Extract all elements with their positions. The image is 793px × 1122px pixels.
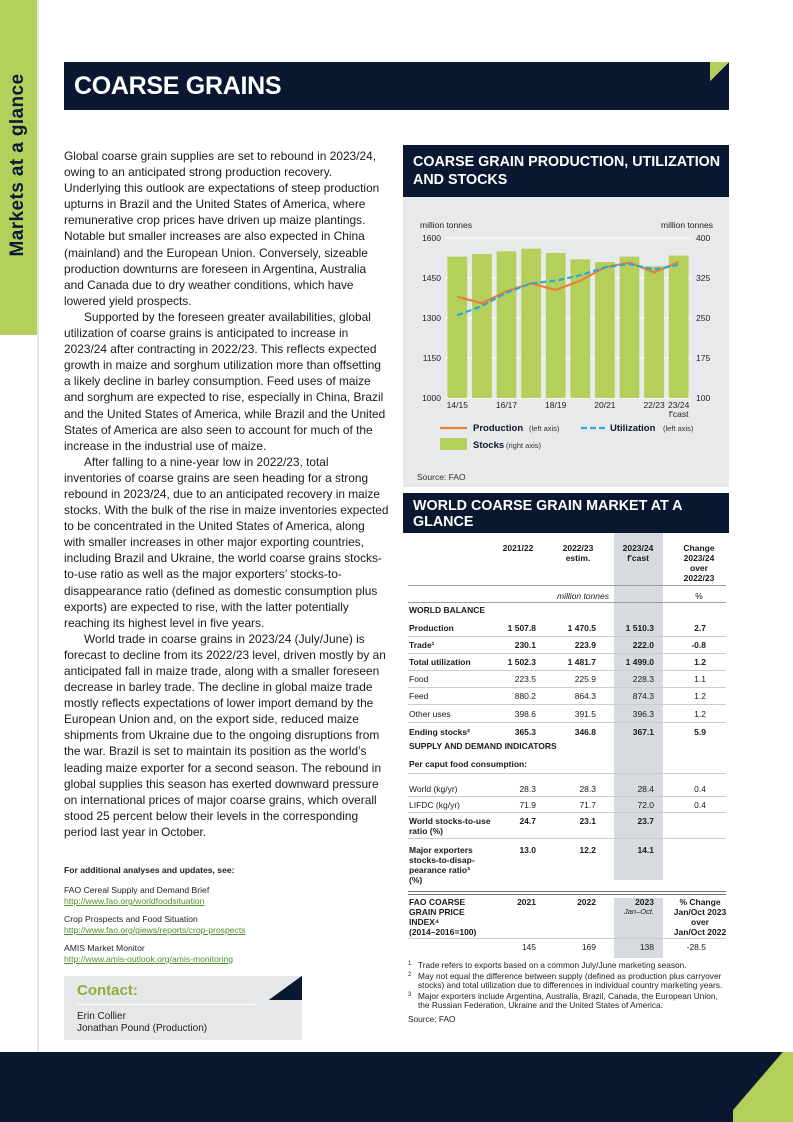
table-cell: 2.7 — [694, 623, 706, 633]
contact-name: Jonathan Pound (Production) — [77, 1023, 208, 1034]
left-tick-label: 1150 — [422, 353, 441, 363]
table-cell: 71.7 — [579, 800, 596, 810]
legend-stocks-swatch — [440, 438, 467, 450]
right-tick-label: 100 — [696, 393, 711, 403]
column-header: 2023/24 — [622, 543, 654, 553]
chart-panel — [403, 197, 729, 487]
table-cell: 223.5 — [514, 674, 536, 684]
column-header: 2021/22 — [502, 543, 534, 553]
legend-utilization-label: Utilization — [610, 423, 656, 434]
right-tick-label: 325 — [696, 273, 711, 283]
x-tick-label: 14/15 — [446, 400, 468, 410]
left-axis-label: million tonnes — [420, 220, 472, 230]
reference-link[interactable]: http://www.amis-outlook.org/amis-monitoring — [64, 954, 234, 964]
right-tick-label: 175 — [696, 353, 711, 363]
title-bar — [64, 62, 729, 110]
section-heading: Per caput food consumption: — [409, 759, 528, 769]
index-header: Jan/Oct 2023 — [673, 907, 727, 917]
row-label: stocks-to-disap- — [409, 855, 475, 865]
reference-label: AMIS Market Monitor — [64, 943, 145, 953]
row-label: pearance ratio³ — [409, 865, 470, 875]
paragraph: Supported by the foreseen greater availabilities, global utilization of coarse grains is anticipated to increase in 2023/24 after contracting in 2022/23. This reflects expected growth in maize and sorghum utilization more than offsetting a likely decline in barley consumption. Feed uses of maize and sorghum are expected to rise, especially in China, Brazil and the United States of America, while Brazil and the United States of America are also seen to account for much of the increase in the industrial use of maize. — [64, 309, 386, 453]
row-label: LIFDC (kg/yr) — [409, 800, 460, 810]
table-cell: 28.3 — [519, 784, 536, 794]
stocks-bar — [497, 251, 517, 398]
x-tick-label: 20/21 — [594, 400, 616, 410]
index-label: INDEX⁴ — [409, 917, 440, 927]
index-header: 2022 — [577, 897, 596, 907]
legend-stocks-note: (right axis) — [506, 441, 542, 450]
table-cell: 0.4 — [694, 800, 706, 810]
stocks-bar — [546, 253, 566, 398]
reference-link[interactable]: http://www.fao.org/worldfoodsituation — [64, 896, 205, 906]
stocks-bar — [620, 257, 640, 398]
table-cell: 71.9 — [519, 800, 536, 810]
index-value: 169 — [581, 942, 596, 952]
row-label: Total utilization — [409, 657, 471, 667]
side-strip — [37, 0, 39, 1052]
row-rule — [408, 687, 726, 688]
legend-production-label: Production — [473, 423, 524, 434]
stocks-bar — [595, 262, 615, 398]
row-rule — [408, 704, 726, 705]
table-cell: 391.5 — [574, 709, 596, 719]
reference-label: Crop Prospects and Food Situation — [64, 914, 198, 924]
footnote: 3 Major exporters include Argentina, Australia, Brazil, Canada, the European Union, the Russian Federation, Ukraine and the United States of America. — [408, 990, 718, 1011]
row-rule — [408, 670, 726, 671]
stocks-bar — [521, 249, 541, 398]
table-cell: 1 481.7 — [567, 657, 596, 667]
further-analyses — [64, 865, 384, 972]
row-label: World stocks-to-use — [409, 816, 491, 826]
units-label: million tonnes — [557, 591, 609, 601]
x-tick-label: 23/24 — [668, 400, 690, 410]
legend-production-note: (left axis) — [529, 424, 560, 433]
table-cell: 13.0 — [519, 845, 536, 855]
index-header: 2021 — [517, 897, 536, 907]
chart-source: Source: FAO — [417, 472, 466, 482]
row-label: World (kg/yr) — [409, 784, 458, 794]
x-tick-label: 16/17 — [495, 400, 518, 410]
section-label: Markets at a glance — [7, 73, 28, 257]
table-cell: 12.2 — [579, 845, 596, 855]
stocks-bar — [644, 266, 664, 398]
table-cell: 223.9 — [574, 640, 596, 650]
table-cell: 230.1 — [514, 640, 536, 650]
row-rule — [408, 812, 726, 813]
table-cell: 1.1 — [694, 674, 706, 684]
section-heading: SUPPLY AND DEMAND INDICATORS — [409, 741, 557, 751]
footer-accent — [733, 1052, 793, 1122]
footnote: 2 May not equal the difference between supply (defined as production plus carryover stocks) and total utilization due to differences in individual country marketing years. — [408, 970, 723, 991]
table-cell: 396.3 — [632, 709, 654, 719]
column-header: over — [690, 563, 708, 573]
index-label: GRAIN PRICE — [409, 907, 465, 917]
left-tick-label: 1300 — [422, 313, 441, 323]
table-cell: 398.6 — [514, 709, 536, 719]
contact-name: Erin Collier — [77, 1011, 126, 1022]
section-heading: WORLD BALANCE — [409, 605, 486, 615]
table-cell: 28.3 — [579, 784, 596, 794]
table-cell: 228.3 — [632, 674, 654, 684]
index-header: 2023 — [635, 897, 654, 907]
analyses-heading: For additional analyses and updates, see: — [64, 865, 235, 875]
units-rule — [408, 602, 726, 603]
reference — [64, 885, 384, 907]
column-header: Change — [683, 543, 715, 553]
x-tick-label: 18/19 — [545, 400, 567, 410]
table-cell: 222.0 — [632, 640, 654, 650]
units-label: % — [695, 591, 703, 601]
legend-utilization-note: (left axis) — [663, 424, 694, 433]
table-cell: 5.9 — [694, 727, 706, 737]
table-cell: 874.3 — [632, 691, 654, 701]
contact-names — [77, 1011, 207, 1035]
footnote: 1 Trade refers to exports based on a common July/June marketing season. — [408, 960, 687, 970]
row-rule — [408, 636, 726, 637]
column-header-sub: estim. — [565, 553, 591, 563]
right-axis-label: million tonnes — [661, 220, 713, 230]
index-label: (2014–2016=100) — [409, 927, 477, 937]
table-cell: 72.0 — [637, 800, 654, 810]
row-rule — [408, 722, 726, 723]
table-cell: 864.3 — [574, 691, 596, 701]
table-cell: 23.7 — [637, 816, 654, 826]
row-label: Other uses — [409, 709, 451, 719]
left-tick-label: 1000 — [422, 393, 441, 403]
column-header: 2022/23 — [683, 573, 715, 583]
column-header-sub: f'cast — [627, 553, 649, 563]
index-label: FAO COARSE — [409, 897, 466, 907]
title-corner-accent — [710, 62, 729, 81]
row-label: Food — [409, 674, 429, 684]
table-cell: 1 507.8 — [507, 623, 536, 633]
table-cell: 1.2 — [694, 691, 706, 701]
footnotes — [408, 961, 726, 1025]
table-cell: 1 499.0 — [625, 657, 654, 667]
page-title: COARSE GRAINS — [74, 72, 282, 100]
chart — [403, 197, 729, 472]
contact-title: Contact: — [77, 982, 138, 999]
reference — [64, 943, 384, 965]
contact-box — [64, 976, 302, 1040]
stocks-bar — [669, 256, 689, 398]
index-rule — [408, 894, 726, 895]
index-value: -28.5 — [686, 942, 706, 952]
paragraph: World trade in coarse grains in 2023/24 (July/June) is forecast to decline from its 2022/23 level, driven mostly by an anticipated fall in maize trade, along with a smaller foreseen decrease in barley trade. The decline in global maize trade mostly reflects expectations of lower import demand by the European Union and, on the export side, reduced maize shipments from Ukraine due to the ongoing disruptions from the war. Brazil is set to maintain its position as the world’s leading maize exporter for a second season. The rebound in global supplies this season has exerted downward pressure on international prices of major coarse grains, which overall stood 25 percent below their levels in the corresponding period last year in October. — [64, 631, 386, 839]
table-header — [403, 493, 729, 533]
table-cell: 1.2 — [694, 657, 706, 667]
row-label: Trade¹ — [409, 640, 435, 650]
contact-divider — [77, 1004, 255, 1005]
column-header: 2022/23 — [562, 543, 594, 553]
index-header: Jan/Oct 2022 — [673, 927, 727, 937]
row-label: Feed — [409, 691, 429, 701]
right-tick-label: 250 — [696, 313, 711, 323]
column-header: 2023/24 — [683, 553, 715, 563]
x-tick-label: 22/23 — [643, 400, 665, 410]
paragraph: After falling to a nine-year low in 2022/23, total inventories of coarse grains are seen heading for a strong rebound in 2023/24, due to an anticipated recovery in maize stocks. With the bulk of the rise in maize inventories expected to be concentrated in the United States of America, along with smaller increases in other major exporting countries, including Brazil and Ukraine, the world coarse grains stocks-to-use ratio as well as the major exporters’ stocks-to-disappearance ratio (defined as domestic consumption plus exports) are expected to rise, with the latter potentially reaching its highest level in five years. — [64, 454, 389, 630]
market-table — [403, 533, 729, 951]
paragraph: Global coarse grain supplies are set to rebound in 2023/24, owing to an anticipated strong production recovery. Underlying this outlook are expectations of steep production upturns in Brazil and the United States of America, where remunerative crop prices have driven up maize plantings. Notable but smaller increases are also expected in China (mainland) and the European Union. Conversely, sizeable production downturns are foreseen in Argentina, Australia and Canada due to dry weather conditions, which have lowered yield prospects. — [64, 149, 380, 308]
table-cell: 14.1 — [637, 845, 654, 855]
row-rule — [408, 653, 726, 654]
left-tick-label: 1450 — [422, 273, 441, 283]
table-cell: -0.8 — [691, 640, 706, 650]
row-label: Major exporters — [409, 845, 473, 855]
table-cell: 24.7 — [519, 816, 536, 826]
table-title: WORLD COARSE GRAIN MARKET AT A GLANCE — [413, 498, 682, 530]
row-label: ratio (%) — [409, 826, 443, 836]
contact-corner-accent — [269, 976, 302, 1000]
index-period: Jan–Oct. — [623, 907, 654, 916]
table-cell: 0.4 — [694, 784, 706, 794]
header-rule — [408, 585, 726, 586]
reference-label: FAO Cereal Supply and Demand Brief — [64, 885, 210, 895]
index-rule — [408, 891, 726, 892]
row-rule — [408, 773, 726, 774]
chart-title: COARSE GRAIN PRODUCTION, UTILIZATION AND STOCKS — [413, 154, 721, 188]
index-header: % Change — [679, 897, 721, 907]
reference-link[interactable]: http://www.fao.org/giews/reports/crop-prospects — [64, 925, 246, 935]
index-value: 138 — [639, 942, 654, 952]
row-rule — [408, 838, 726, 839]
index-value: 145 — [521, 942, 536, 952]
table-cell: 1 470.5 — [567, 623, 596, 633]
table-cell: 880.2 — [514, 691, 536, 701]
index-header: over — [691, 917, 709, 927]
stocks-bar — [472, 254, 492, 398]
left-tick-label: 1600 — [422, 233, 441, 243]
row-label: Ending stocks² — [409, 727, 470, 737]
table-cell: 367.1 — [632, 727, 654, 737]
footer-band — [0, 1052, 793, 1122]
table-source: Source: FAO — [408, 1013, 456, 1024]
stocks-bar — [447, 257, 467, 398]
table-cell: 23.1 — [579, 816, 596, 826]
table-cell: 28.4 — [637, 784, 654, 794]
reference — [64, 914, 384, 936]
table-cell: 225.9 — [574, 674, 596, 684]
legend-stocks-label: Stocks — [473, 440, 505, 451]
table-cell: 1 502.3 — [507, 657, 536, 667]
table-cell: 365.3 — [514, 727, 536, 737]
row-rule — [408, 938, 726, 939]
table-cell: 1 510.3 — [625, 623, 654, 633]
x-tick-label: f'cast — [668, 409, 689, 419]
chart-header — [403, 145, 729, 197]
row-label: (%) — [409, 875, 423, 885]
table-cell: 1.2 — [694, 709, 706, 719]
table-cell: 346.8 — [574, 727, 596, 737]
row-rule — [408, 796, 726, 797]
row-label: Production — [409, 623, 454, 633]
body-text — [64, 148, 389, 840]
right-tick-label: 400 — [696, 233, 711, 243]
